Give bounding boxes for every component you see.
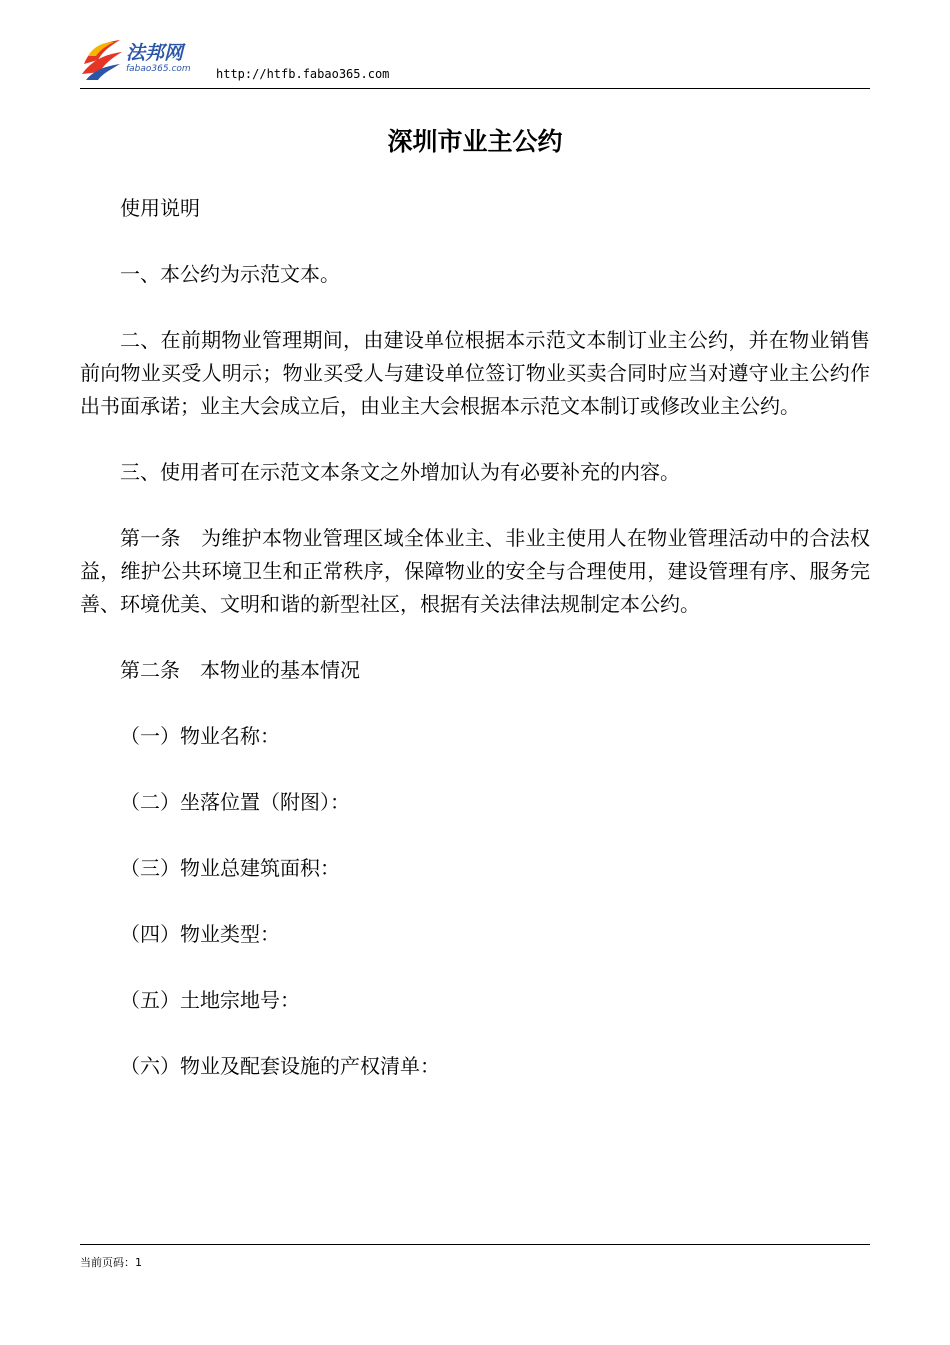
paragraph-article-2: 第二条 本物业的基本情况 bbox=[120, 658, 360, 682]
page-header bbox=[80, 30, 870, 90]
header-divider bbox=[80, 88, 870, 89]
paragraph-usage-2: 二、在前期物业管理期间，由建设单位根据本示范文本制订业主公约，并在物业销售前向物业买受人明示；物业买受人与建设单位签订物业买卖合同时应当对遵守业主公约作出书面承诺；业主大会成立后，由业主大会根据本示范文本制订或修改业主公约。 bbox=[80, 328, 870, 418]
paragraph-usage-1: 一、本公约为示范文本。 bbox=[120, 262, 340, 286]
list-item-land-parcel: （五）土地宗地号： bbox=[120, 988, 300, 1012]
paragraph-usage-heading: 使用说明 bbox=[120, 196, 200, 220]
fabao-logo[interactable] bbox=[80, 34, 205, 82]
list-item-property-name: （一）物业名称： bbox=[120, 724, 280, 748]
logo-english-text: fabao365.com bbox=[126, 64, 191, 74]
paragraph-article-1: 第一条 为维护本物业管理区域全体业主、非业主使用人在物业管理活动中的合法权益，维护公共环境卫生和正常秩序，保障物业的安全与合理使用，建设管理有序、服务完善、环境优美、文明和谐的新型社区，根据有关法律法规制定本公约。 bbox=[80, 526, 870, 616]
logo-chinese-text: 法邦网 bbox=[126, 42, 184, 64]
page-number: 当前页码：1 bbox=[80, 1256, 142, 1269]
document-body bbox=[80, 192, 870, 1116]
site-url-link[interactable]: http://htfb.fabao365.com bbox=[216, 67, 390, 81]
list-item-property-type: （四）物业类型： bbox=[120, 922, 280, 946]
list-item-ownership-list: （六）物业及配套设施的产权清单： bbox=[120, 1054, 440, 1078]
list-item-location: （二）坐落位置（附图）： bbox=[120, 790, 350, 814]
document-title: 深圳市业主公约 bbox=[387, 127, 563, 156]
paragraph-usage-3: 三、使用者可在示范文本条文之外增加认为有必要补充的内容。 bbox=[120, 460, 680, 484]
list-item-total-area: （三）物业总建筑面积： bbox=[120, 856, 340, 880]
footer-divider bbox=[80, 1244, 870, 1245]
fabao-logo-icon bbox=[80, 34, 126, 82]
